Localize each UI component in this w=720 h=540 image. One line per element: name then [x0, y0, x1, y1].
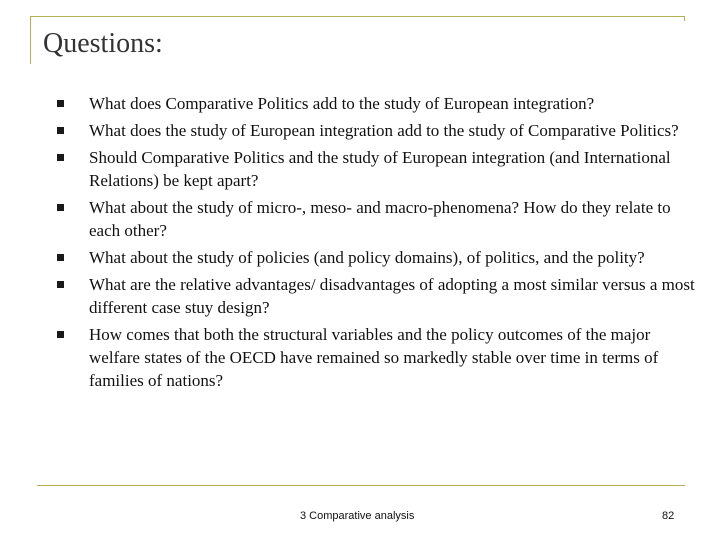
page-number: 82 — [662, 510, 675, 522]
list-item-text: Should Comparative Politics and the study of European integration (and International Relations) be kept apart? — [89, 148, 671, 190]
square-bullet-icon — [57, 100, 64, 107]
square-bullet-icon — [57, 254, 64, 261]
list-item — [53, 246, 703, 269]
list-item-text: What about the study of micro-, meso- and macro-phenomena? How do they relate to each other? — [89, 198, 671, 240]
list-item-text: How comes that both the structural variables and the policy outcomes of the major welfare states of the OECD have remained so markedly stable over time in terms of families of nations? — [89, 325, 659, 390]
top-rule — [30, 16, 685, 17]
list-item — [53, 119, 703, 142]
list-item-text: What does the study of European integration add to the study of Comparative Politics? — [89, 121, 679, 140]
top-rule-tick — [684, 16, 685, 21]
square-bullet-icon — [57, 154, 64, 161]
slide-title: Questions: — [43, 28, 163, 59]
list-item — [53, 196, 703, 242]
square-bullet-icon — [57, 331, 64, 338]
list-item — [53, 323, 703, 392]
list-item — [53, 146, 703, 192]
list-item-text: What about the study of policies (and policy domains), of politics, and the polity? — [89, 248, 645, 267]
bottom-rule — [37, 485, 685, 486]
footer-label: 3 Comparative analysis — [300, 510, 415, 522]
left-rule — [30, 16, 31, 64]
square-bullet-icon — [57, 127, 64, 134]
list-item — [53, 92, 703, 115]
list-item-text: What does Comparative Politics add to the study of European integration? — [89, 94, 595, 113]
list-item — [53, 273, 703, 319]
square-bullet-icon — [57, 204, 64, 211]
question-list — [53, 92, 703, 396]
list-item-text: What are the relative advantages/ disadvantages of adopting a most similar versus a most different case stuy design? — [89, 275, 695, 317]
square-bullet-icon — [57, 281, 64, 288]
